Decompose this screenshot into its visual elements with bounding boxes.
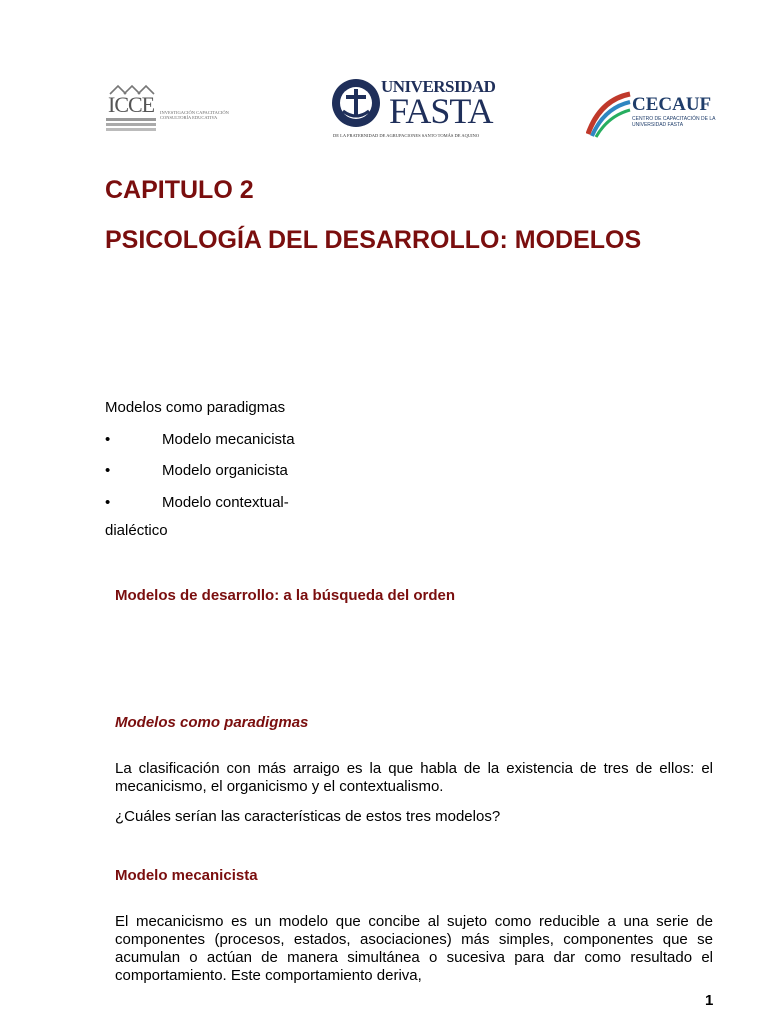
fasta-subtitle: DE LA FRATERNIDAD DE AGRUPACIONES SANTO TOMÁS DE AQUINO (333, 133, 480, 138)
fasta-university-word: UNIVERSIDAD (381, 77, 496, 96)
outline-item-label: Modelo contextual- (162, 494, 289, 511)
fasta-emblem-icon (331, 77, 383, 133)
section-title: Modelos de desarrollo: a la búsqueda del orden (115, 587, 456, 604)
chapter-heading: CAPITULO 2 (105, 176, 254, 204)
bullet-icon: • (105, 431, 111, 448)
outline-item-label: Modelo mecanicista (162, 431, 295, 448)
chapter-title: PSICOLOGÍA DEL DESARROLLO: MODELOS (105, 226, 642, 254)
fasta-wordmark: FASTA (389, 91, 493, 131)
cecauf-swoosh-icon (586, 90, 632, 138)
cecauf-wordmark: CECAUF (632, 94, 712, 115)
outline-item-continuation: dialéctico (105, 522, 168, 539)
cecauf-subtitle: CENTRO DE CAPACITACIÓN DE LA UNIVERSIDAD FASTA (632, 116, 716, 128)
outline-heading: Modelos como paradigmas (105, 399, 286, 416)
subsection-title: Modelos como paradigmas (115, 714, 309, 731)
page-number: 1 (705, 992, 714, 1009)
mecanicista-paragraph: El mecanicismo es un modelo que concibe al sujeto como reducible a una serie de componentes (procesos, estados, asociaciones) más simples, componentes que se acumulan o actúan de manera simultánea o sucesiva para dar como resultado el comportamiento. Este comportamiento deriva, (115, 913, 713, 984)
cecauf-logo (586, 90, 718, 138)
paragraph: La clasificación con más arraigo es la que habla de la existencia de tres de ellos: el mecanicismo, el organicismo y el contextualismo. (115, 760, 713, 795)
bullet-icon: • (105, 494, 111, 511)
bullet-icon: • (105, 462, 111, 479)
mecanicista-title: Modelo mecanicista (115, 867, 258, 884)
outline-item-label: Modelo organicista (162, 462, 288, 479)
icce-tagline: INVESTIGACIÓN CAPACITACIÓN CONSULTORÍA EDUCATIVA (160, 110, 229, 120)
icce-wordmark: ICCE (108, 92, 155, 117)
icce-logo (104, 80, 232, 132)
paragraph: ¿Cuáles serían las características de estos tres modelos? (115, 808, 501, 825)
fasta-logo (331, 77, 496, 141)
